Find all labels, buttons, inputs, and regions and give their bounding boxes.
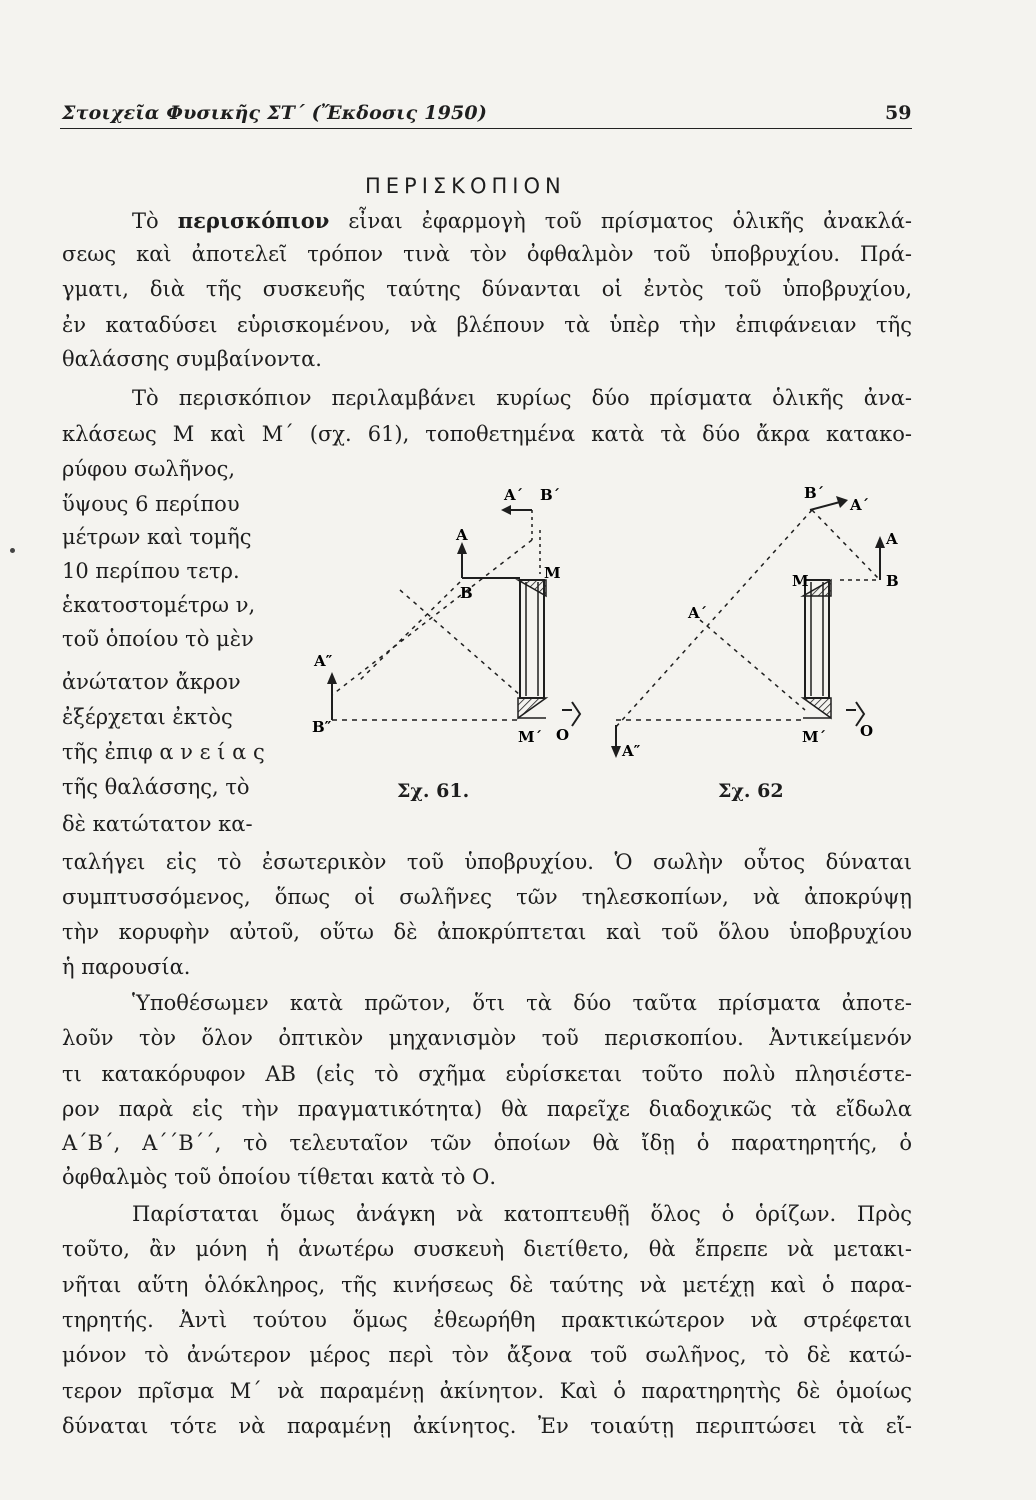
label-m-prime: Μ΄ [802, 728, 827, 746]
side-text-line: μέτρων καὶ τομῆς [62, 525, 252, 549]
caption-fig61: Σχ. 61. [397, 780, 470, 802]
side-text-line: δὲ κατώτατον κα- [62, 812, 253, 836]
prism-m-prime [803, 698, 831, 718]
label-a: Α [456, 526, 468, 544]
periscope-tube [805, 580, 829, 698]
para4-line4: τηρητής. Ἀντὶ τούτου ὅμως ἐθεωρήθη πρακτικώτερον νὰ στρέφεται [62, 1308, 912, 1332]
label-o: Ο [556, 726, 570, 744]
para2-line-after1: ταλήγει εἰς τὸ ἐσωτερικὸν τοῦ ὑποβρυχίου. Ὁ σωλὴν οὗτος δύναται [62, 850, 912, 874]
page-number: 59 [885, 102, 912, 124]
label-b: Β [886, 572, 899, 590]
image-b1a1 [810, 502, 840, 510]
running-header-title: Στοιχεῖα Φυσικῆς ΣΤ΄ (Ἔκδοσις 1950) [62, 102, 488, 124]
para4-line2: τοῦτο, ἂν μόνη ἡ ἀνωτέρω συσκευὴ διετίθετο, θὰ ἔπρεπε νὰ μετακι- [62, 1237, 912, 1261]
label-m: Μ [544, 564, 561, 582]
label-b-double: Β″ [312, 718, 332, 736]
section-title: ΠΕΡΙΣΚΟΠΙΟΝ [365, 174, 566, 198]
para1-line4: ἐν καταδύσει εὑρισκομένου, νὰ βλέπουν τὰ ὑπὲρ τὴν ἐπιφάνειαν τῆς [62, 313, 912, 337]
label-a: Α [886, 530, 898, 548]
side-text-line: ἀνώτατον ἄκρον [62, 670, 241, 694]
para3-line4: ρον παρὰ εἰς τὴν πραγματικότητα) θὰ παρεῖχε διαδοχικῶς τὰ εἴδωλα [62, 1097, 912, 1121]
side-text-line: ὕψους 6 περίπου [62, 492, 240, 516]
para2-line-after2: συμπτυσσόμενος, ὅπως οἱ σωλῆνες τῶν τηλεσκοπίων, νὰ ἀποκρύψῃ [62, 885, 912, 909]
para2-line-after4: ἡ παρουσία. [62, 955, 191, 979]
para3-line1: Ὑποθέσωμεν κατὰ πρῶτον, ὅτι τὰ δύο ταῦτα πρίσματα ἀποτε- [132, 991, 912, 1015]
side-text-line: ἐξέρχεται ἐκτὸς [62, 705, 233, 729]
side-text-line: ρύφου σωλῆνος, [62, 457, 236, 481]
para4-line1: Παρίσταται ὅμως ἀνάγκη νὰ κατοπτευθῇ ὅλος ὁ ὁρίζων. Πρὸς [132, 1202, 912, 1226]
label-a-prime: Α΄ [850, 496, 870, 514]
side-text-line: τῆς θαλάσσης, τὸ [62, 775, 250, 799]
label-o: Ο [860, 722, 874, 740]
label-a-prime: Α΄ [504, 486, 524, 504]
figure-62 [611, 484, 899, 760]
para1-line1: Τὸ περισκόπιον εἶναι ἐφαρμογὴ τοῦ πρίσματος ὁλικῆς ἀνακλά- [132, 208, 913, 233]
para3-line6: ὀφθαλμὸς τοῦ ὁποίου τίθεται κατὰ τὸ Ο. [62, 1165, 497, 1189]
side-text-line: τῆς ἐπιφ α ν ε ί α ς [62, 740, 265, 764]
label-b: Β [460, 584, 473, 602]
label-m-prime: Μ΄ [518, 728, 543, 746]
label-m: Μ [792, 572, 809, 590]
para4-line7: δύναται τότε νὰ παραμένῃ ἀκίνητος. Ἐν τοιαύτῃ περιπτώσει τὰ εἴ- [62, 1414, 912, 1438]
para3-line3: τι κατακόρυφον ΑΒ (εἰς τὸ σχῆμα εὑρίσκεται τοῦτο πολὺ πλησιέστε- [62, 1062, 912, 1086]
figure-61 [312, 486, 580, 746]
side-text-line: 10 περίπου τετρ. [62, 559, 240, 583]
periscope-figures [300, 470, 912, 770]
label-a-prime-cross: Α΄ [688, 604, 708, 622]
prism-m [518, 580, 546, 596]
header-rule [60, 128, 912, 129]
label-b-prime: Β΄ [804, 484, 825, 502]
term-periscope: περισκόπιον [177, 208, 330, 233]
caption-fig62: Σχ. 62 [718, 780, 784, 802]
periscope-tube [520, 580, 544, 698]
side-text-line: ἑκατοστομέτρω ν, [62, 593, 256, 617]
prism-m-prime [518, 698, 546, 718]
margin-dot [10, 548, 15, 553]
para1-line5: θαλάσσης συμβαίνοντα. [62, 347, 322, 371]
para2-line-after3: τὴν κορυφὴν αὐτοῦ, οὕτω δὲ ἀποκρύπτεται καὶ τοῦ ὅλου ὑποβρυχίου [62, 920, 912, 944]
para2-line2: κλάσεως Μ καὶ Μ΄ (σχ. 61), τοποθετημένα κατὰ τὰ δύο ἄκρα κατακο- [62, 422, 912, 446]
para4-line6: τερον πρῖσμα Μ΄ νὰ παραμένῃ ἀκίνητον. Καὶ ὁ παρατηρητὴς δὲ ὁμοίως [62, 1379, 912, 1403]
para1-line3: γματι, διὰ τῆς συσκευῆς ταύτης δύνανται οἱ ἐντὸς τοῦ ὑποβρυχίου, [62, 277, 912, 301]
label-b-prime: Β΄ [540, 486, 561, 504]
label-a-double: Α″ [314, 652, 333, 670]
para3-line5: Α΄Β΄, Α΄΄Β΄΄, τὸ τελευταῖον τῶν ὁποίων θὰ ἴδῃ ὁ παρατηρητής, ὁ [62, 1131, 912, 1155]
para3-line2: λοῦν τὸν ὅλον ὀπτικὸν μηχανισμὸν τοῦ περισκοπίου. Ἀντικείμενόν [62, 1026, 912, 1050]
para1-line2: σεως καὶ ἀποτελεῖ τρόπον τινὰ τὸν ὀφθαλμὸν τοῦ ὑποβρυχίου. Πρά- [62, 242, 912, 266]
label-a-double: Α″ [622, 742, 641, 760]
side-text-line: τοῦ ὁποίου τὸ μὲν [62, 627, 254, 651]
para2-line1: Τὸ περισκόπιον περιλαμβάνει κυρίως δύο πρίσματα ὁλικῆς ἀνα- [132, 386, 912, 410]
para4-line3: νῆται αὕτη ὁλόκληρος, τῆς κινήσεως δὲ ταύτης νὰ μετέχῃ καὶ ὁ παρα- [62, 1273, 912, 1297]
eye-o [562, 702, 580, 726]
para4-line5: μόνον τὸ ἀνώτερον μέρος περὶ τὸν ἄξονα τοῦ σωλῆνος, τὸ δὲ κατώ- [62, 1343, 912, 1367]
